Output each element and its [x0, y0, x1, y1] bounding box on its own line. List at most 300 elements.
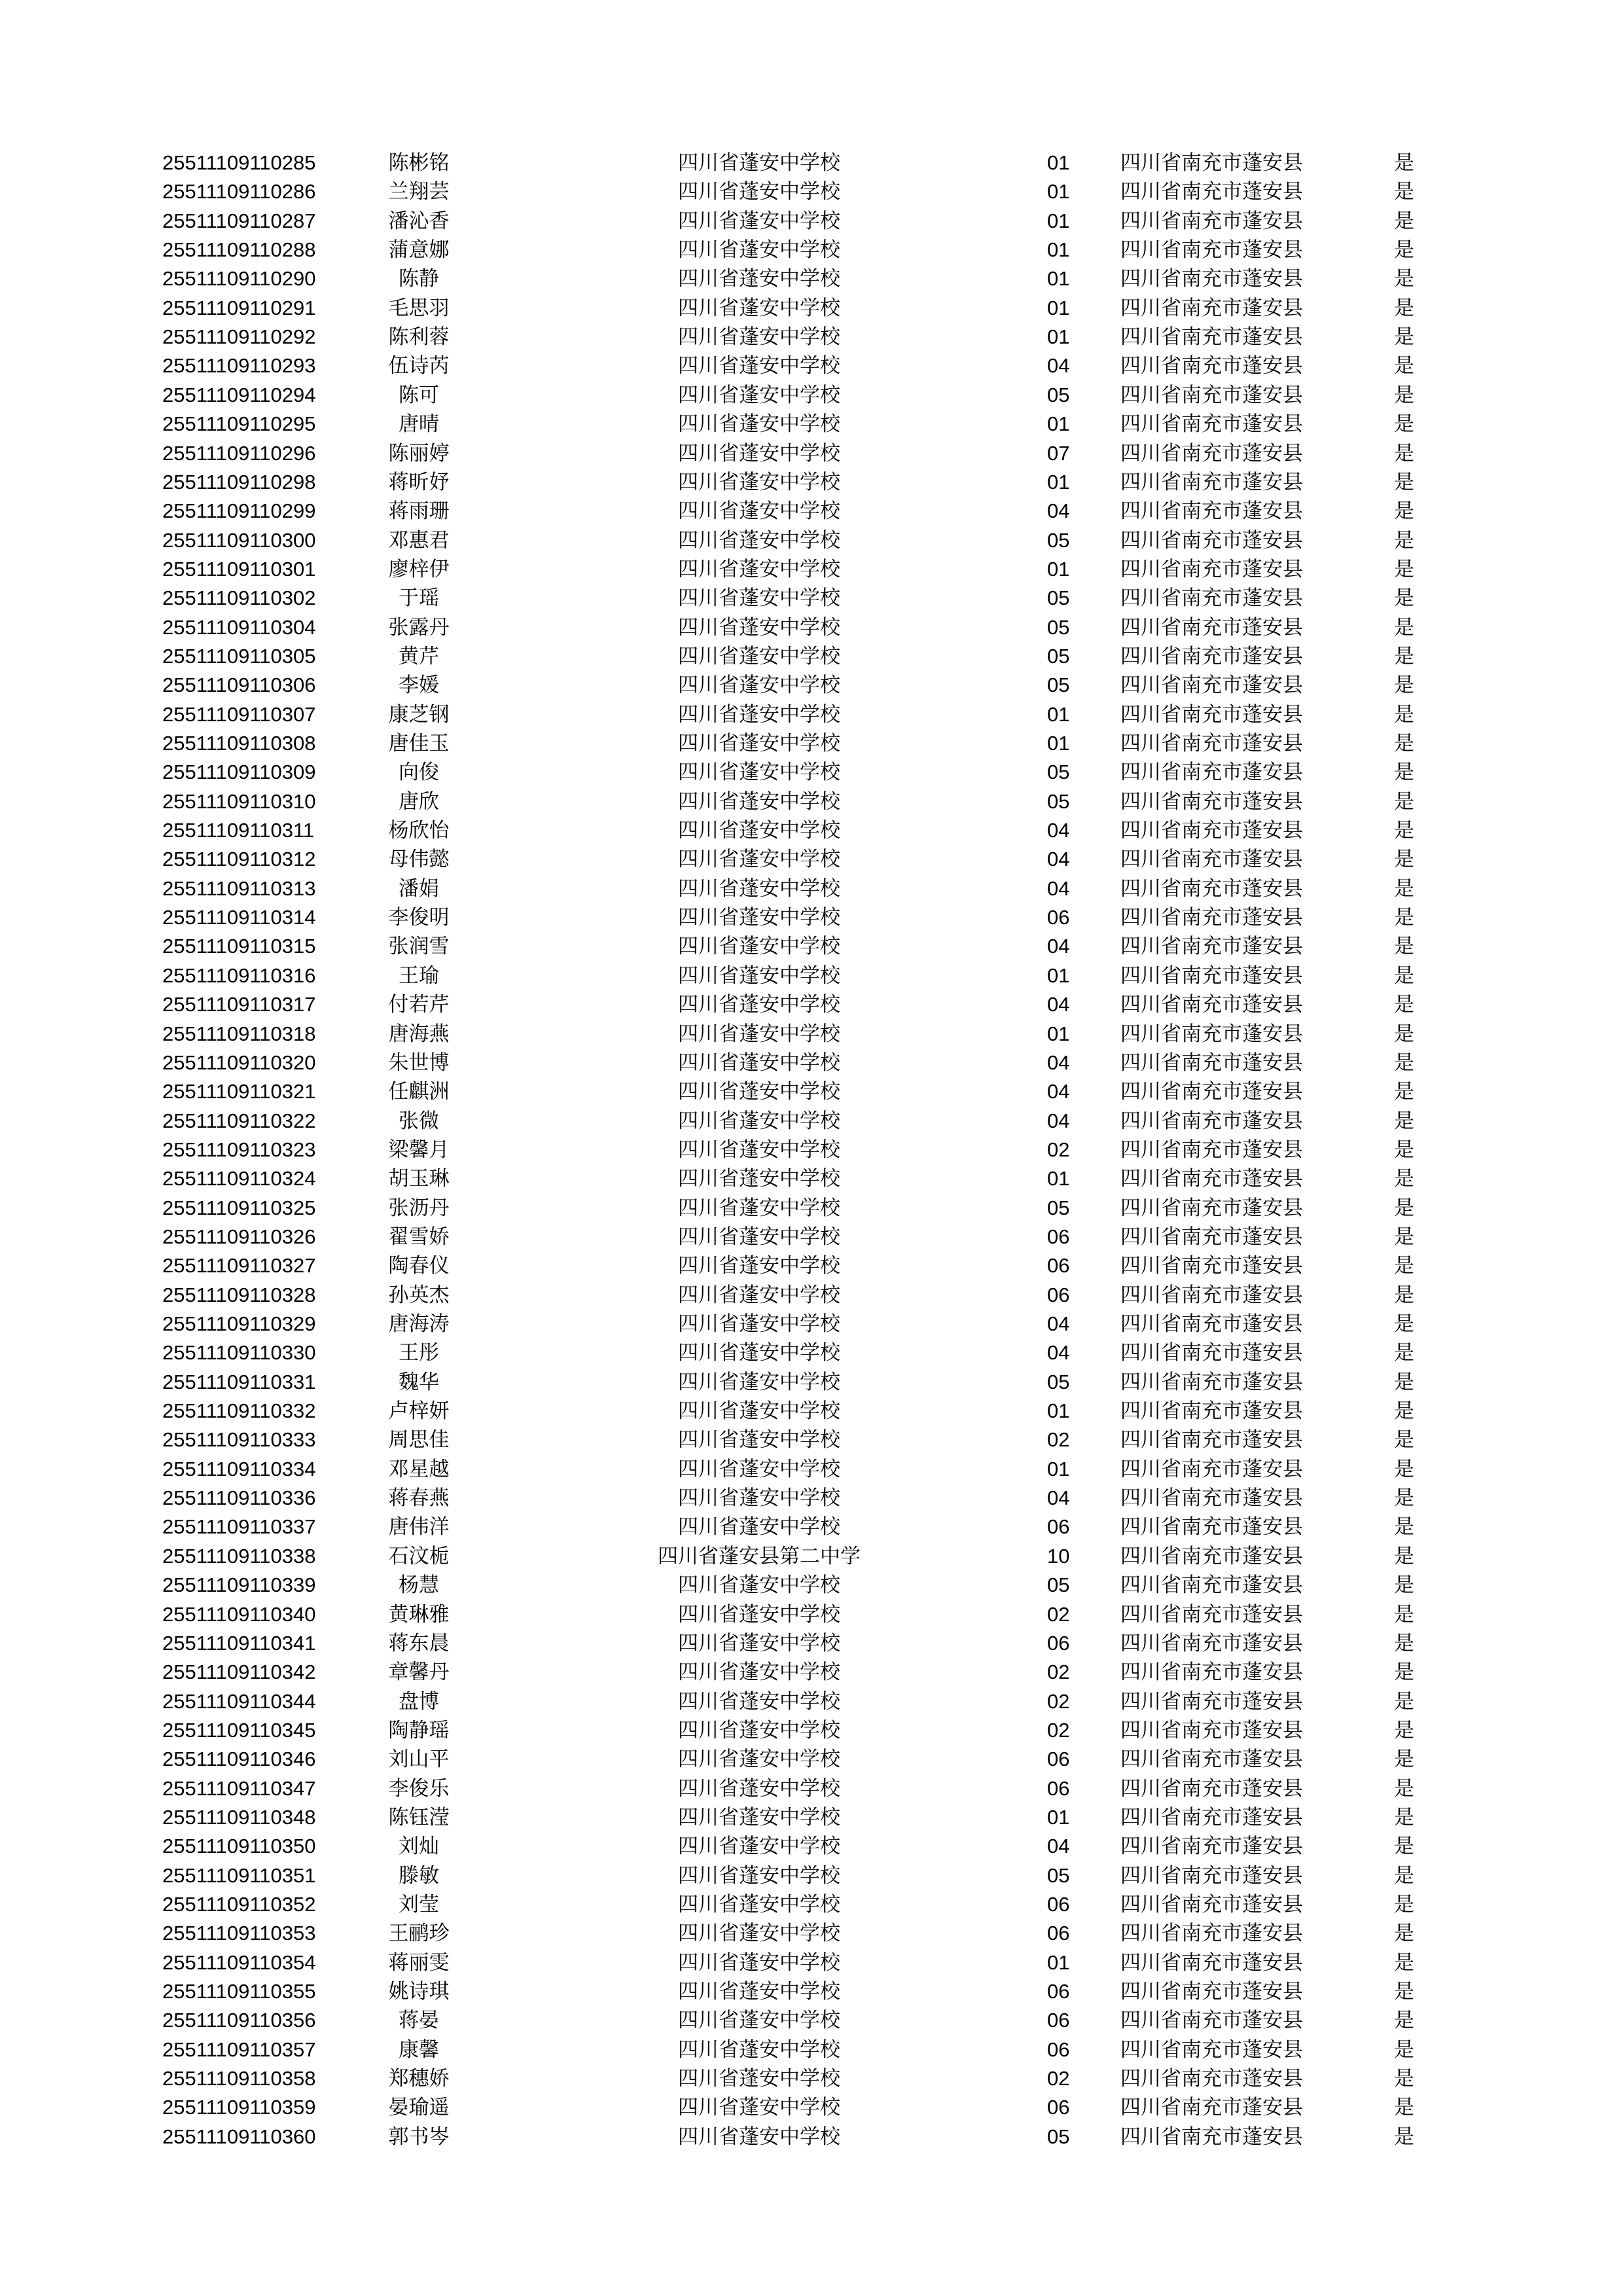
student-name: 陈利蓉	[388, 325, 450, 349]
status-flag: 是	[1394, 1109, 1414, 1133]
category-code: 05	[1047, 761, 1070, 783]
record-id: 25511109110293	[162, 354, 316, 377]
table-row	[0, 1164, 1623, 1193]
school-name: 四川省蓬安中学校	[678, 1777, 840, 1801]
student-name: 于瑶	[399, 586, 439, 610]
record-id: 25511109110301	[162, 558, 316, 581]
category-code: 02	[1047, 1660, 1070, 1683]
category-code: 01	[1047, 1951, 1070, 1974]
category-code: 05	[1047, 529, 1070, 552]
region-name: 四川省南充市蓬安县	[1120, 1051, 1303, 1075]
table-row	[0, 555, 1623, 584]
region-name: 四川省南充市蓬安县	[1120, 151, 1303, 175]
region-name: 四川省南充市蓬安县	[1120, 1806, 1303, 1829]
student-name: 唐伟洋	[388, 1515, 450, 1539]
status-flag: 是	[1394, 1196, 1414, 1220]
region-name: 四川省南充市蓬安县	[1120, 529, 1303, 552]
category-code: 01	[1047, 267, 1070, 290]
school-name: 四川省蓬安中学校	[678, 1719, 840, 1742]
record-id: 25511109110325	[162, 1196, 316, 1219]
category-code: 04	[1047, 499, 1070, 522]
record-id: 25511109110336	[162, 1486, 316, 1509]
status-flag: 是	[1394, 2125, 1414, 2149]
status-flag: 是	[1394, 790, 1414, 814]
school-name: 四川省蓬安中学校	[678, 761, 840, 784]
status-flag: 是	[1394, 384, 1414, 407]
record-id: 25511109110287	[162, 209, 316, 232]
school-name: 四川省蓬安中学校	[678, 151, 840, 175]
region-name: 四川省南充市蓬安县	[1120, 2125, 1303, 2149]
student-name: 蒋东晨	[388, 1632, 450, 1655]
school-name: 四川省蓬安中学校	[678, 1051, 840, 1075]
category-code: 04	[1047, 848, 1070, 870]
table-row	[0, 671, 1623, 700]
record-id: 25511109110353	[162, 1922, 316, 1945]
region-name: 四川省南充市蓬安县	[1120, 442, 1303, 465]
status-flag: 是	[1394, 1573, 1414, 1597]
record-id: 25511109110324	[162, 1167, 316, 1190]
record-id: 25511109110356	[162, 2009, 316, 2032]
school-name: 四川省蓬安中学校	[678, 1312, 840, 1336]
table-row	[0, 700, 1623, 729]
region-name: 四川省南充市蓬安县	[1120, 1922, 1303, 1945]
region-name: 四川省南充市蓬安县	[1120, 1603, 1303, 1626]
school-name: 四川省蓬安中学校	[678, 732, 840, 755]
status-flag: 是	[1394, 471, 1414, 494]
record-id: 25511109110290	[162, 267, 316, 290]
record-id: 25511109110313	[162, 877, 316, 900]
record-id: 25511109110347	[162, 1777, 316, 1800]
student-name: 郭书岑	[388, 2125, 450, 2149]
school-name: 四川省蓬安中学校	[678, 296, 840, 320]
student-name: 陈静	[399, 267, 439, 291]
table-row	[0, 177, 1623, 206]
region-name: 四川省南充市蓬安县	[1120, 2096, 1303, 2119]
category-code: 04	[1047, 1051, 1070, 1074]
record-id: 25511109110288	[162, 238, 316, 261]
region-name: 四川省南充市蓬安县	[1120, 1283, 1303, 1307]
student-name: 蒋昕妤	[388, 471, 450, 494]
student-name: 任麒洲	[388, 1080, 450, 1103]
status-flag: 是	[1394, 151, 1414, 175]
status-flag: 是	[1394, 964, 1414, 988]
school-name: 四川省蓬安中学校	[678, 1806, 840, 1829]
student-name: 朱世博	[388, 1051, 450, 1075]
status-flag: 是	[1394, 1458, 1414, 1481]
table-row	[0, 1774, 1623, 1803]
table-row	[0, 1368, 1623, 1397]
status-flag: 是	[1394, 1254, 1414, 1278]
record-id: 25511109110291	[162, 296, 316, 319]
student-name: 唐欣	[399, 790, 439, 814]
record-id: 25511109110351	[162, 1864, 316, 1887]
record-id: 25511109110294	[162, 384, 316, 406]
student-name: 陈可	[399, 384, 439, 407]
category-code: 05	[1047, 1573, 1070, 1596]
school-name: 四川省蓬安中学校	[678, 1458, 840, 1481]
school-name: 四川省蓬安中学校	[678, 1254, 840, 1278]
student-name: 周思佳	[388, 1428, 450, 1452]
category-code: 04	[1047, 1312, 1070, 1335]
status-flag: 是	[1394, 1341, 1414, 1365]
region-name: 四川省南充市蓬安县	[1120, 877, 1303, 901]
record-id: 25511109110307	[162, 703, 316, 726]
table-row	[0, 236, 1623, 264]
student-name: 刘山平	[388, 1748, 450, 1771]
student-name: 石汶栀	[388, 1545, 450, 1568]
table-row	[0, 1658, 1623, 1687]
school-name: 四川省蓬安中学校	[678, 964, 840, 988]
status-flag: 是	[1394, 2038, 1414, 2062]
region-name: 四川省南充市蓬安县	[1120, 1399, 1303, 1423]
record-id: 25511109110340	[162, 1603, 316, 1626]
table-row	[0, 1426, 1623, 1454]
status-flag: 是	[1394, 499, 1414, 523]
table-row	[0, 2093, 1623, 2122]
status-flag: 是	[1394, 1545, 1414, 1568]
school-name: 四川省蓬安中学校	[678, 586, 840, 610]
student-name: 唐海燕	[388, 1022, 450, 1046]
record-id: 25511109110308	[162, 732, 316, 755]
table-row	[0, 2123, 1623, 2151]
record-id: 25511109110342	[162, 1660, 316, 1683]
school-name: 四川省蓬安中学校	[678, 354, 840, 378]
student-name: 唐海涛	[388, 1312, 450, 1336]
category-code: 02	[1047, 1428, 1070, 1451]
region-name: 四川省南充市蓬安县	[1120, 209, 1303, 233]
status-flag: 是	[1394, 1225, 1414, 1249]
category-code: 04	[1047, 1080, 1070, 1103]
table-row	[0, 410, 1623, 439]
region-name: 四川省南充市蓬安县	[1120, 935, 1303, 958]
record-id: 25511109110339	[162, 1573, 316, 1596]
student-name: 卢梓妍	[388, 1399, 450, 1423]
category-code: 01	[1047, 964, 1070, 987]
record-id: 25511109110321	[162, 1080, 316, 1103]
school-name: 四川省蓬安中学校	[678, 673, 840, 697]
table-row	[0, 1194, 1623, 1223]
school-name: 四川省蓬安中学校	[678, 1951, 840, 1975]
region-name: 四川省南充市蓬安县	[1120, 2038, 1303, 2062]
category-code: 06	[1047, 906, 1070, 929]
status-flag: 是	[1394, 1922, 1414, 1945]
region-name: 四川省南充市蓬安县	[1120, 412, 1303, 436]
school-name: 四川省蓬安中学校	[678, 1371, 840, 1394]
category-code: 01	[1047, 471, 1070, 493]
school-name: 四川省蓬安中学校	[678, 2096, 840, 2119]
category-code: 01	[1047, 1022, 1070, 1045]
table-row	[0, 1455, 1623, 1484]
region-name: 四川省南充市蓬安县	[1120, 1254, 1303, 1278]
school-name: 四川省蓬安中学校	[678, 2125, 840, 2149]
table-row	[0, 1716, 1623, 1745]
school-name: 四川省蓬安县第二中学	[658, 1545, 861, 1568]
student-name: 邓惠君	[388, 529, 450, 552]
student-name: 盘博	[399, 1690, 439, 1713]
category-code: 06	[1047, 1893, 1070, 1916]
table-row	[0, 787, 1623, 816]
school-name: 四川省蓬安中学校	[678, 1835, 840, 1858]
status-flag: 是	[1394, 1806, 1414, 1829]
school-name: 四川省蓬安中学校	[678, 1022, 840, 1046]
student-name: 张露丹	[388, 616, 450, 639]
student-name: 蒋春燕	[388, 1486, 450, 1510]
student-name: 唐晴	[399, 412, 439, 436]
status-flag: 是	[1394, 558, 1414, 581]
table-row	[0, 207, 1623, 236]
region-name: 四川省南充市蓬安县	[1120, 848, 1303, 871]
category-code: 01	[1047, 1399, 1070, 1422]
student-name: 陈彬铭	[388, 151, 450, 175]
record-id: 25511109110286	[162, 180, 316, 203]
region-name: 四川省南充市蓬安县	[1120, 1893, 1303, 1916]
school-name: 四川省蓬安中学校	[678, 1486, 840, 1510]
status-flag: 是	[1394, 645, 1414, 668]
record-id: 25511109110314	[162, 906, 316, 929]
status-flag: 是	[1394, 877, 1414, 901]
student-name: 李媛	[399, 673, 439, 697]
record-id: 25511109110322	[162, 1109, 316, 1132]
table-row	[0, 758, 1623, 787]
region-name: 四川省南充市蓬安县	[1120, 1835, 1303, 1858]
school-name: 四川省蓬安中学校	[678, 703, 840, 726]
category-code: 06	[1047, 1225, 1070, 1248]
school-name: 四川省蓬安中学校	[678, 1748, 840, 1771]
region-name: 四川省南充市蓬安县	[1120, 1748, 1303, 1771]
student-name: 魏华	[399, 1371, 439, 1394]
student-name: 潘娟	[399, 877, 439, 901]
region-name: 四川省南充市蓬安县	[1120, 558, 1303, 581]
student-name: 付若芹	[388, 993, 450, 1016]
status-flag: 是	[1394, 1719, 1414, 1742]
school-name: 四川省蓬安中学校	[678, 819, 840, 842]
category-code: 04	[1047, 993, 1070, 1016]
record-id: 25511109110323	[162, 1138, 316, 1161]
student-name: 蒋晏	[399, 2009, 439, 2032]
table-row	[0, 1890, 1623, 1919]
region-name: 四川省南充市蓬安县	[1120, 1080, 1303, 1103]
category-code: 06	[1047, 1254, 1070, 1277]
status-flag: 是	[1394, 180, 1414, 204]
student-name: 向俊	[399, 761, 439, 784]
category-code: 06	[1047, 1283, 1070, 1306]
table-row	[0, 468, 1623, 497]
table-row	[0, 149, 1623, 177]
region-name: 四川省南充市蓬安县	[1120, 471, 1303, 494]
table-row	[0, 1077, 1623, 1106]
table-row	[0, 1745, 1623, 1774]
school-name: 四川省蓬安中学校	[678, 1109, 840, 1133]
category-code: 06	[1047, 2038, 1070, 2061]
region-name: 四川省南充市蓬安县	[1120, 384, 1303, 407]
table-row	[0, 845, 1623, 874]
student-name: 陈丽婷	[388, 442, 450, 465]
student-name: 王鹂珍	[388, 1922, 450, 1945]
category-code: 05	[1047, 1864, 1070, 1887]
school-name: 四川省蓬安中学校	[678, 1138, 840, 1162]
school-name: 四川省蓬安中学校	[678, 616, 840, 639]
table-row	[0, 816, 1623, 845]
student-name: 张沥丹	[388, 1196, 450, 1220]
status-flag: 是	[1394, 209, 1414, 233]
table-row	[0, 1484, 1623, 1513]
student-name: 蒋雨珊	[388, 499, 450, 523]
status-flag: 是	[1394, 1399, 1414, 1423]
school-name: 四川省蓬安中学校	[678, 1660, 840, 1684]
status-flag: 是	[1394, 906, 1414, 929]
category-code: 04	[1047, 877, 1070, 900]
school-name: 四川省蓬安中学校	[678, 1399, 840, 1423]
status-flag: 是	[1394, 993, 1414, 1016]
student-name: 李俊乐	[388, 1777, 450, 1801]
region-name: 四川省南充市蓬安县	[1120, 1225, 1303, 1249]
table-row	[0, 1861, 1623, 1890]
status-flag: 是	[1394, 703, 1414, 726]
record-id: 25511109110298	[162, 471, 316, 493]
record-id: 25511109110295	[162, 412, 316, 435]
region-name: 四川省南充市蓬安县	[1120, 1341, 1303, 1365]
table-row	[0, 903, 1623, 932]
school-name: 四川省蓬安中学校	[678, 1980, 840, 2003]
table-row	[0, 1310, 1623, 1338]
school-name: 四川省蓬安中学校	[678, 384, 840, 407]
school-name: 四川省蓬安中学校	[678, 1080, 840, 1103]
category-code: 02	[1047, 1719, 1070, 1742]
category-code: 01	[1047, 296, 1070, 319]
region-name: 四川省南充市蓬安县	[1120, 325, 1303, 349]
student-name: 廖梓伊	[388, 558, 450, 581]
region-name: 四川省南充市蓬安县	[1120, 616, 1303, 639]
category-code: 01	[1047, 558, 1070, 581]
table-row	[0, 2006, 1623, 2035]
school-name: 四川省蓬安中学校	[678, 471, 840, 494]
record-id: 25511109110350	[162, 1835, 316, 1857]
table-row	[0, 1919, 1623, 1948]
category-code: 02	[1047, 2067, 1070, 2090]
region-name: 四川省南充市蓬安县	[1120, 819, 1303, 842]
status-flag: 是	[1394, 761, 1414, 784]
record-id: 25511109110355	[162, 1980, 316, 2003]
school-name: 四川省蓬安中学校	[678, 442, 840, 465]
category-code: 04	[1047, 1835, 1070, 1857]
student-name: 翟雪娇	[388, 1225, 450, 1249]
status-flag: 是	[1394, 2096, 1414, 2119]
table-row	[0, 642, 1623, 671]
record-id: 25511109110304	[162, 616, 316, 639]
category-code: 06	[1047, 1922, 1070, 1945]
school-name: 四川省蓬安中学校	[678, 645, 840, 668]
category-code: 05	[1047, 1371, 1070, 1393]
category-code: 04	[1047, 1341, 1070, 1364]
record-id: 25511109110334	[162, 1458, 316, 1480]
region-name: 四川省南充市蓬安县	[1120, 1486, 1303, 1510]
region-name: 四川省南充市蓬安县	[1120, 732, 1303, 755]
student-name: 郑穗娇	[388, 2067, 450, 2090]
record-id: 25511109110320	[162, 1051, 316, 1074]
table-row	[0, 526, 1623, 555]
status-flag: 是	[1394, 1283, 1414, 1307]
student-name: 杨欣怡	[388, 819, 450, 842]
table-row	[0, 1600, 1623, 1629]
region-name: 四川省南充市蓬安县	[1120, 238, 1303, 262]
student-name: 蒲意娜	[388, 238, 450, 262]
record-id: 25511109110299	[162, 499, 316, 522]
region-name: 四川省南充市蓬安县	[1120, 1573, 1303, 1597]
status-flag: 是	[1394, 1690, 1414, 1713]
status-flag: 是	[1394, 1893, 1414, 1916]
table-row	[0, 323, 1623, 351]
category-code: 05	[1047, 645, 1070, 668]
table-row	[0, 1629, 1623, 1658]
region-name: 四川省南充市蓬安县	[1120, 1312, 1303, 1336]
record-id: 25511109110354	[162, 1951, 316, 1974]
region-name: 四川省南充市蓬安县	[1120, 586, 1303, 610]
category-code: 01	[1047, 412, 1070, 435]
record-id: 25511109110309	[162, 761, 316, 783]
school-name: 四川省蓬安中学校	[678, 790, 840, 814]
status-flag: 是	[1394, 1980, 1414, 2003]
status-flag: 是	[1394, 325, 1414, 349]
record-id: 25511109110305	[162, 645, 316, 668]
school-name: 四川省蓬安中学校	[678, 935, 840, 958]
table-row	[0, 1281, 1623, 1310]
student-name: 唐佳玉	[388, 732, 450, 755]
table-row	[0, 1223, 1623, 1251]
region-name: 四川省南充市蓬安县	[1120, 1515, 1303, 1539]
category-code: 06	[1047, 2096, 1070, 2119]
school-name: 四川省蓬安中学校	[678, 209, 840, 233]
category-code: 01	[1047, 1167, 1070, 1190]
table-row	[0, 351, 1623, 380]
region-name: 四川省南充市蓬安县	[1120, 645, 1303, 668]
region-name: 四川省南充市蓬安县	[1120, 906, 1303, 929]
table-row	[0, 1571, 1623, 1600]
category-code: 04	[1047, 819, 1070, 842]
category-code: 06	[1047, 1777, 1070, 1800]
category-code: 04	[1047, 354, 1070, 377]
record-id: 25511109110292	[162, 325, 316, 348]
record-id: 25511109110357	[162, 2038, 316, 2061]
record-id: 25511109110348	[162, 1806, 316, 1829]
category-code: 01	[1047, 238, 1070, 261]
region-name: 四川省南充市蓬安县	[1120, 1980, 1303, 2003]
category-code: 01	[1047, 209, 1070, 232]
region-name: 四川省南充市蓬安县	[1120, 1022, 1303, 1046]
status-flag: 是	[1394, 2067, 1414, 2090]
category-code: 07	[1047, 442, 1070, 465]
student-name: 潘沁香	[388, 209, 450, 233]
status-flag: 是	[1394, 1428, 1414, 1452]
status-flag: 是	[1394, 1603, 1414, 1626]
student-name: 杨慧	[399, 1573, 439, 1597]
category-code: 05	[1047, 2125, 1070, 2148]
category-code: 10	[1047, 1545, 1070, 1568]
status-flag: 是	[1394, 1835, 1414, 1858]
record-id: 25511109110296	[162, 442, 316, 465]
status-flag: 是	[1394, 673, 1414, 697]
status-flag: 是	[1394, 1371, 1414, 1394]
status-flag: 是	[1394, 732, 1414, 755]
table-row	[0, 497, 1623, 526]
table-row	[0, 2064, 1623, 2093]
region-name: 四川省南充市蓬安县	[1120, 1719, 1303, 1742]
table-row	[0, 1251, 1623, 1280]
school-name: 四川省蓬安中学校	[678, 180, 840, 204]
region-name: 四川省南充市蓬安县	[1120, 1196, 1303, 1220]
table-row	[0, 874, 1623, 903]
school-name: 四川省蓬安中学校	[678, 558, 840, 581]
school-name: 四川省蓬安中学校	[678, 1167, 840, 1191]
